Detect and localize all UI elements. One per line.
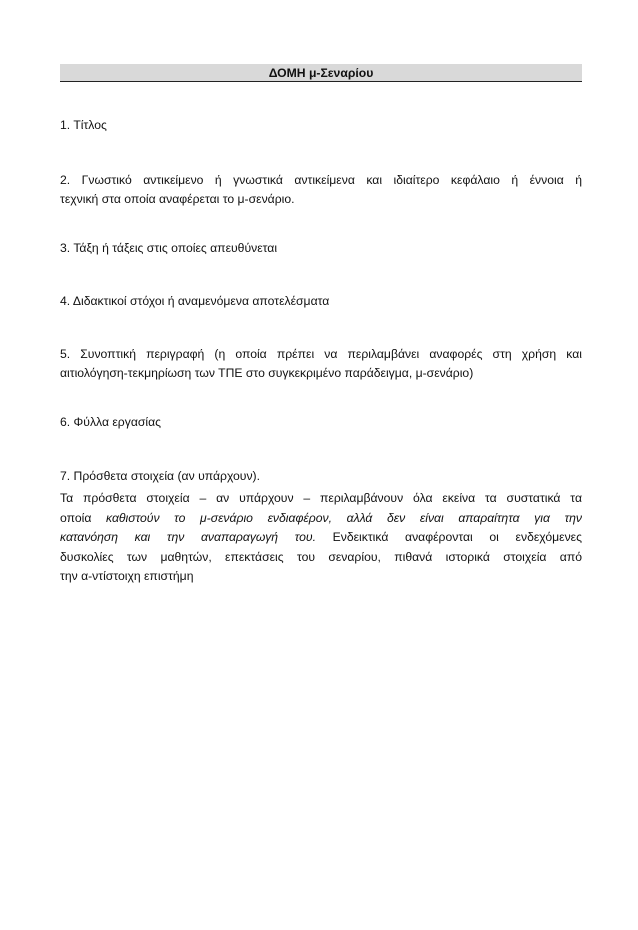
item-summary: [60, 345, 582, 383]
paragraph-line-2-plain: οποία: [60, 510, 107, 525]
paragraph-line-1: Τα πρόσθετα στοιχεία – αν υπάρχουν – περιλαμβάνουν όλα εκείνα τα συστατικά τα: [60, 491, 582, 505]
item-grade: 3. Τάξη ή τάξεις στις οποίες απευθύνεται: [60, 241, 278, 255]
paragraph-line-3-italic: κατανόηση και την αναπαραγωγή του.: [60, 530, 316, 544]
page-title: ΔΟΜΗ μ-Σεναρίου: [268, 65, 374, 80]
item-subject-line-1: 2. Γνωστικό αντικείμενο ή γνωστικά αντικείμενα και ιδιαίτερο κεφάλαιο ή έννοια ή: [60, 173, 582, 187]
item-goals: 4. Διδακτικοί στόχοι ή αναμενόμενα αποτελέσματα: [60, 294, 330, 308]
item-worksheets: 6. Φύλλα εργασίας: [60, 415, 162, 429]
item-summary-line-2: αιτιολόγηση-τεκμηρίωση των ΤΠΕ στο συγκεκριμένο παράδειγμα, μ-σενάριο): [60, 366, 474, 380]
item-subject: [60, 171, 582, 209]
paragraph-line-2-italic: καθιστούν το μ-σενάριο ενδιαφέρον, αλλά δεν είναι απαραίτητα για την: [106, 510, 582, 525]
item-summary-line-1: 5. Συνοπτική περιγραφή (η οποία πρέπει να περιλαμβάνει αναφορές στη χρήση και: [60, 347, 582, 361]
item-subject-line-2: τεχνική στα οποία αναφέρεται το μ-σενάριο.: [60, 192, 295, 206]
paragraph-line-4: δυσκολίες των μαθητών, επεκτάσεις του σεναρίου, πιθανά ιστορικά στοιχεία από: [60, 549, 582, 564]
paragraph-line-2: [60, 509, 582, 529]
paragraph-line-3: [60, 528, 582, 548]
item-title: 1. Τίτλος: [60, 118, 107, 132]
title-bar: [60, 64, 582, 82]
paragraph-line-5: την α-ντίστοιχη επιστήμη: [60, 569, 194, 583]
item-additional: 7. Πρόσθετα στοιχεία (αν υπάρχουν).: [60, 469, 261, 483]
paragraph-line-3-plain: Ενδεικτικά αναφέρονται οι ενδεχόμενες: [315, 530, 582, 544]
additional-paragraph: [60, 489, 582, 587]
